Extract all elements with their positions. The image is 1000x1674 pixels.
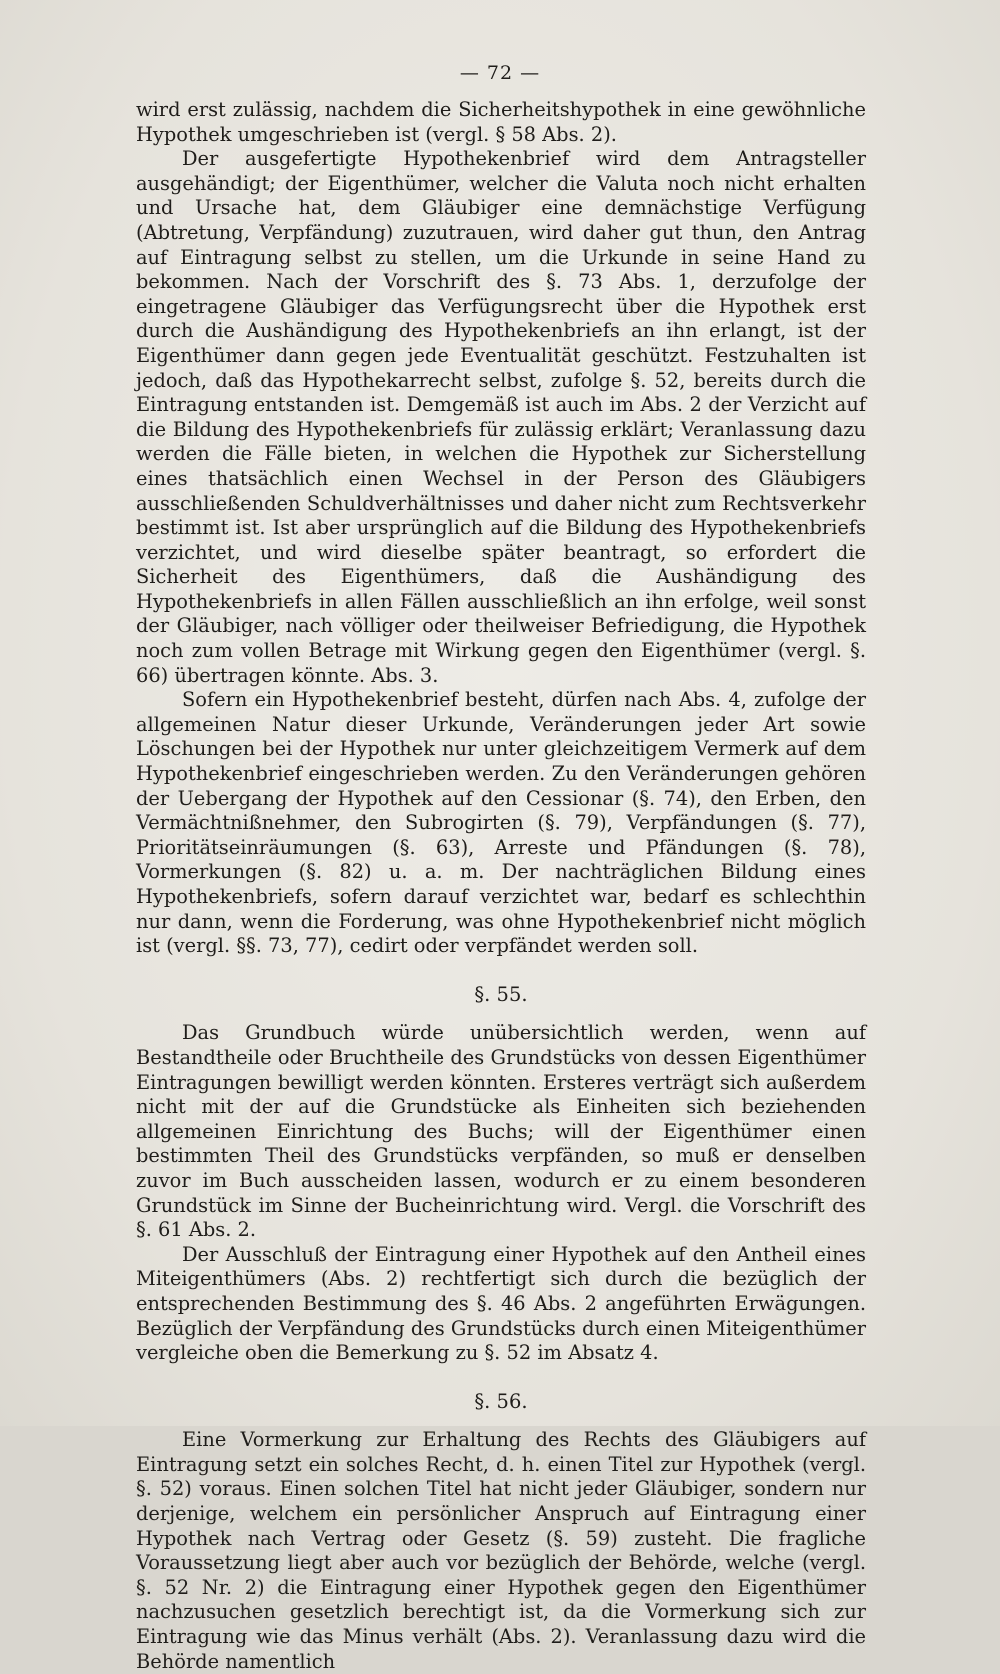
main-text [136,98,866,1674]
paragraph: Eine Vormerkung zur Erhaltung des Rechts des Gläubigers auf Eintragung setzt ein solches Recht, d. h. einen Titel zur Hypothek (vergl. §. 52) voraus. Einen solchen Titel hat nicht jeder Gläubiger, sondern nur derjenige, welchem ein persönlicher Anspruch auf Eintragung einer Hypothek nach Vertrag oder Gesetz (§. 59) zusteht. Die fragliche Voraussetzung liegt aber auch vor bezüglich der Behörde, welche (vergl. §. 52 Nr. 2) die Eintragung einer Hypothek gegen den Eigenthümer nachzusuchen gesetzlich berechtigt ist, da die Vormerkung sich zur Eintragung wie das Minus verhält (Abs. 2). Veranlassung dazu wird die Behörde namentlich [136,1428,866,1673]
paragraph: Der ausgefertigte Hypothekenbrief wird dem Antragsteller ausgehändigt; der Eigenthümer, welcher die Valuta noch nicht erhalten und Ursache hat, dem Gläubiger eine demnächstige Verfügung (Abtretung, Verpfändung) zuzutrauen, wird daher gut thun, den Antrag auf Eintragung selbst zu stellen, um die Urkunde in seine Hand zu bekommen. Nach der Vorschrift des §. 73 Abs. 1, derzufolge der eingetragene Gläubiger das Verfügungsrecht über die Hypothek erst durch die Aushändigung des Hypothekenbriefs an ihn erlangt, ist der Eigenthümer dann gegen jede Eventualität geschützt. Festzuhalten ist jedoch, daß das Hypothekarrecht selbst, zufolge §. 52, bereits durch die Eintragung entstanden ist. Demgemäß ist auch im Abs. 2 der Verzicht auf die Bildung des Hypothekenbriefs für zulässig erklärt; Veranlassung dazu werden die Fälle bieten, in welchen die Hypothek zur Sicherstellung eines thatsächlich einen Wechsel in der Person des Gläubigers ausschließenden Schuldverhältnisses und daher nicht zum Rechtsverkehr bestimmt ist. Ist aber ursprünglich auf die Bildung des Hypothekenbriefs verzichtet, und wird dieselbe später beantragt, so erfordert die Sicherheit des Eigenthümers, daß die Aushändigung des Hypothekenbriefs in allen Fällen ausschließlich an ihn erfolge, weil sonst der Gläubiger, nach völliger oder theilweiser Befriedigung, die Hypothek noch zum vollen Betrage mit Wirkung gegen den Eigenthümer (vergl. §. 66) übertragen könnte. Abs. 3. [136,147,866,687]
section-heading-55: §. 55. [474,982,528,1006]
section-heading-56: §. 56. [474,1389,528,1413]
paragraph: Sofern ein Hypothekenbrief besteht, dürfen nach Abs. 4, zufolge der allgemeinen Natur dieser Urkunde, Veränderungen jeder Art sowie Löschungen bei der Hypothek nur unter gleichzeitigem Vermerk auf dem Hypothekenbrief eingeschrieben werden. Zu den Veränderungen gehören der Uebergang der Hypothek auf den Cessionar (§. 74), den Erben, den Vermächtnißnehmer, den Subrogirten (§. 79), Verpfändungen (§. 77), Prioritätseinräumungen (§. 63), Arreste und Pfändungen (§. 78), Vormerkungen (§. 82) u. a. m. Der nachträglichen Bildung eines Hypothekenbriefs, sofern darauf verzichtet war, bedarf es schlechthin nur dann, wenn die Forderung, was ohne Hypothekenbrief nicht möglich ist (vergl. §§. 73, 77), cedirt oder verpfändet werden soll. [136,688,866,958]
paragraph: Das Grundbuch würde unübersichtlich werden, wenn auf Bestandtheile oder Bruchtheile des Grundstücks von dessen Eigenthümer Eintragungen bewilligt werden könnten. Ersteres verträgt sich außerdem nicht mit der auf die Grundstücke als Einheiten sich beziehenden allgemeinen Einrichtung des Buchs; will der Eigenthümer einen bestimmten Theil des Grundstücks verpfänden, so muß er denselben zuvor im Buch ausscheiden lassen, wodurch er zu einem besonderen Grundstück im Sinne der Bucheinrichtung wird. Vergl. die Vorschrift des §. 61 Abs. 2. [136,1021,866,1242]
paragraph: Der Ausschluß der Eintragung einer Hypothek auf den Antheil eines Miteigenthümers (Abs. 2) rechtfertigt sich durch die bezüglich der entsprechenden Bestimmung des §. 46 Abs. 2 angeführten Erwägungen. Bezüglich der Verpfändung des Grundstücks durch einen Miteigenthümer vergleiche oben die Bemerkung zu §. 52 im Absatz 4. [136,1242,866,1365]
page-number: — 72 — [459,62,541,84]
paragraph-continuation: wird erst zulässig, nachdem die Sicherheitshypothek in eine gewöhnliche Hypothek umgeschrieben ist (vergl. § 58 Abs. 2). [136,98,866,146]
